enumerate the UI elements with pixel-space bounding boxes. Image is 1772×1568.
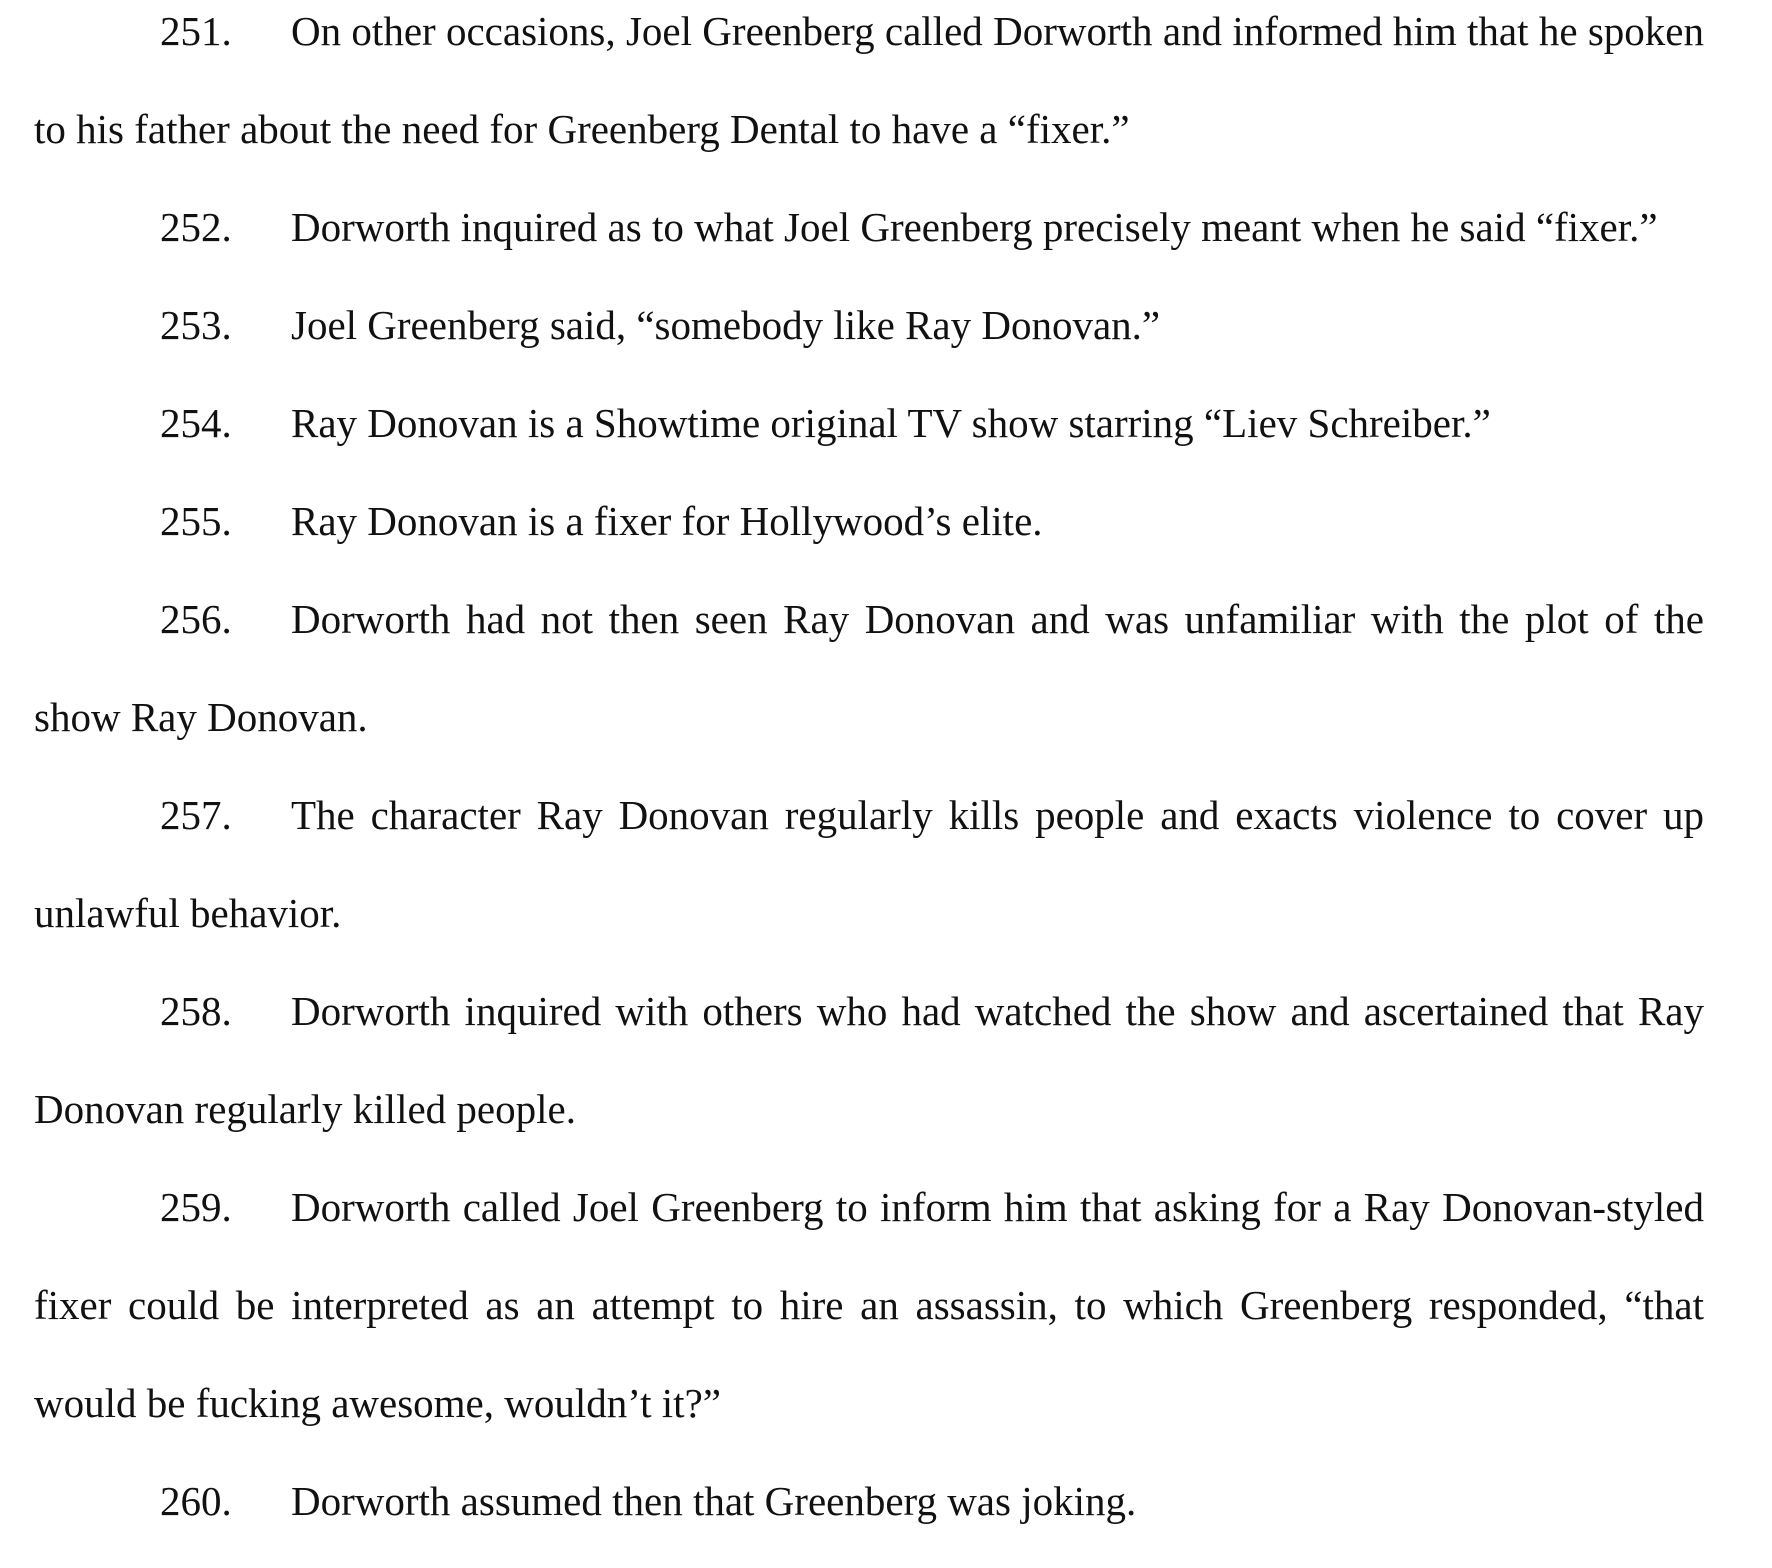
paragraph-255 [34, 472, 1704, 570]
paragraph-253 [34, 276, 1704, 374]
paragraph-text: Dorworth assumed then that Greenberg was joking. [291, 1478, 1137, 1524]
paragraph-number: 255. [160, 498, 232, 544]
paragraph-text: The character Ray Donovan regularly kills people and exacts violence to cover up unlawful behavior. [34, 792, 1704, 936]
paragraph-text: On other occasions, Joel Greenberg called Dorworth and informed him that he spoken to his father about the need for Greenberg Dental to have a “fixer.” [34, 8, 1704, 152]
document-page [34, 0, 1704, 1568]
paragraph-251 [34, 0, 1704, 178]
paragraph-259 [34, 1158, 1704, 1452]
paragraph-number: 258. [160, 988, 232, 1034]
paragraph-number: 253. [160, 302, 232, 348]
paragraph-text: Ray Donovan is a fixer for Hollywood’s elite. [291, 498, 1043, 544]
paragraph-number: 252. [160, 204, 232, 250]
paragraph-text: Joel Greenberg said, “somebody like Ray Donovan.” [291, 302, 1161, 348]
paragraph-text: Dorworth called Joel Greenberg to inform him that asking for a Ray Donovan-styled fixer could be interpreted as an attempt to hire an assassin, to which Greenberg responded, “that would be fucking awesome, wouldn’t it?” [34, 1184, 1704, 1426]
paragraph-254 [34, 374, 1704, 472]
paragraph-number: 256. [160, 596, 232, 642]
paragraph-number: 254. [160, 400, 232, 446]
paragraph-258 [34, 962, 1704, 1158]
paragraph-text: Ray Donovan is a Showtime original TV show starring “Liev Schreiber.” [291, 400, 1491, 446]
paragraph-257 [34, 766, 1704, 962]
paragraph-256 [34, 570, 1704, 766]
paragraph-number: 259. [160, 1184, 232, 1230]
paragraph-number: 257. [160, 792, 232, 838]
paragraph-260 [34, 1452, 1704, 1550]
paragraph-text: Dorworth had not then seen Ray Donovan and was unfamiliar with the plot of the show Ray Donovan. [34, 596, 1704, 740]
paragraph-text: Dorworth inquired as to what Joel Greenberg precisely meant when he said “fixer.” [291, 204, 1658, 250]
paragraph-number: 251. [160, 8, 232, 54]
paragraph-number: 260. [160, 1478, 232, 1524]
paragraph-text: Dorworth inquired with others who had watched the show and ascertained that Ray Donovan regularly killed people. [34, 988, 1704, 1132]
paragraph-252 [34, 178, 1704, 276]
